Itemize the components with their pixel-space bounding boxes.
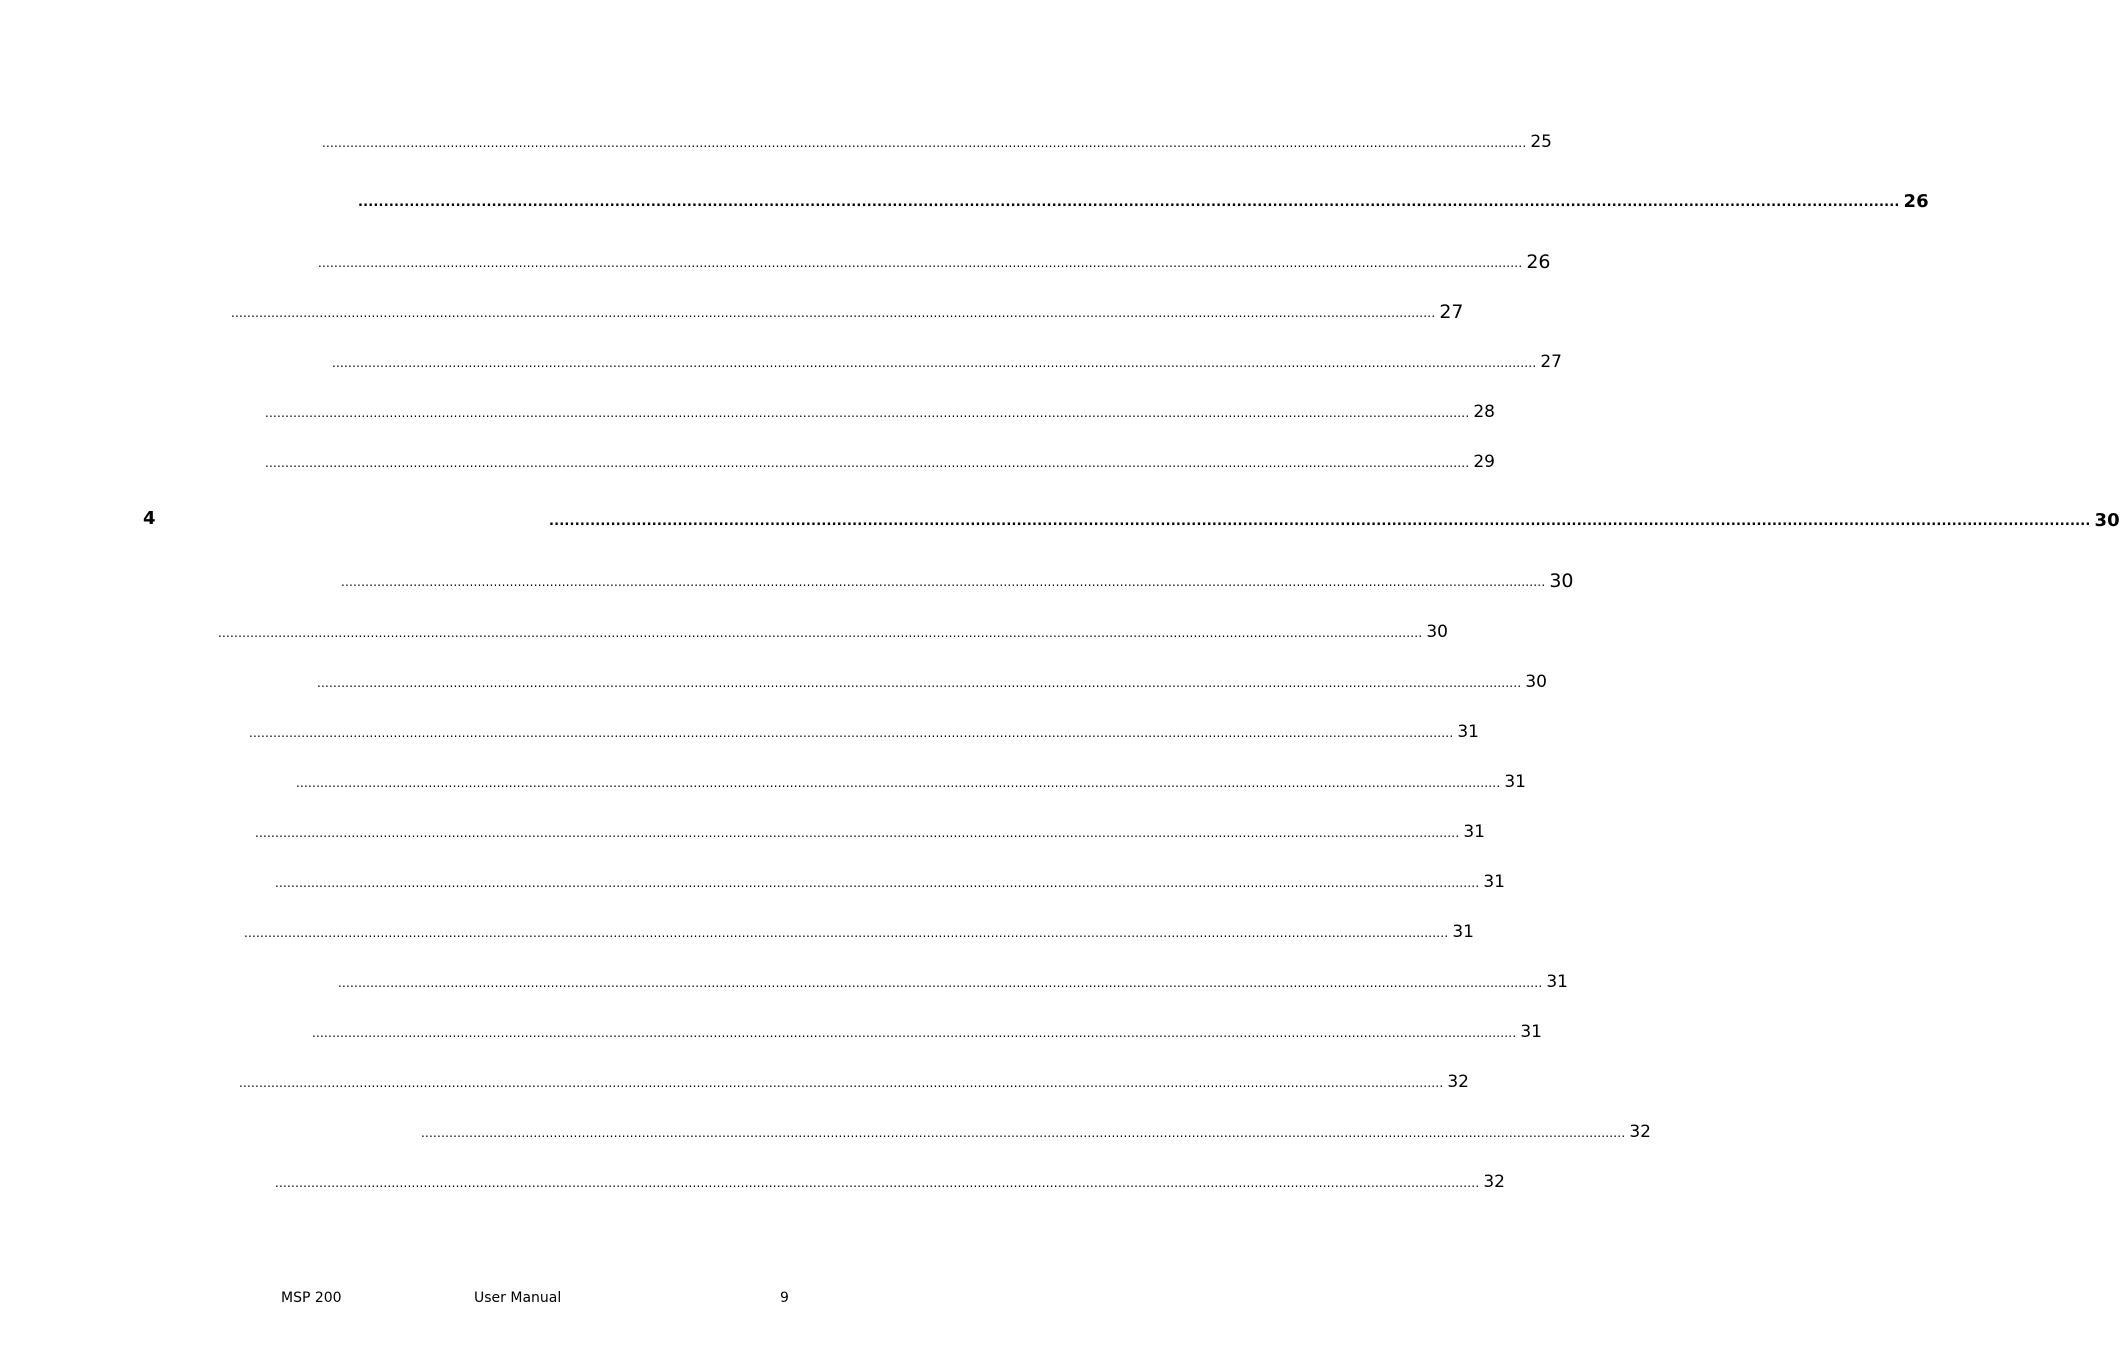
dot-leader: ............................................................................................................................................................................................................................................................................................................ bbox=[275, 1176, 1480, 1190]
toc-page-number: 30 bbox=[2094, 510, 2120, 531]
toc-page-number: 26 bbox=[1526, 251, 1551, 273]
toc-page-number: 30 bbox=[1549, 570, 1574, 592]
toc-entry[interactable] bbox=[322, 128, 1552, 152]
dot-leader: ............................................................................................................................................................................................................................................................................................................ bbox=[318, 256, 1523, 270]
toc-entry[interactable] bbox=[358, 188, 1929, 212]
toc-entry[interactable] bbox=[341, 567, 1574, 592]
toc-chapter-entry[interactable] bbox=[549, 507, 2120, 531]
toc-entry[interactable] bbox=[332, 348, 1562, 372]
dot-leader: ............................................................................................................................................................................................................................................................................................................ bbox=[296, 776, 1501, 790]
dot-leader: ............................................................................................................................................................................................................................................................................................................ bbox=[265, 406, 1470, 420]
toc-page-number: 32 bbox=[1483, 1172, 1505, 1192]
toc-entry[interactable] bbox=[239, 1068, 1469, 1092]
dot-leader: ............................................................................................................................................................................................................................................................................................................ bbox=[338, 976, 1543, 990]
toc-page-number: 31 bbox=[1520, 1022, 1542, 1042]
footer-product-name: MSP 200 bbox=[281, 1290, 342, 1306]
toc-entry[interactable] bbox=[231, 298, 1464, 323]
toc-entry[interactable] bbox=[218, 618, 1448, 642]
toc-entry[interactable] bbox=[265, 448, 1495, 472]
dot-leader: ............................................................................................................................................................................................................................................................................................................ bbox=[255, 826, 1460, 840]
dot-leader: ............................................................................................................................................................................................................................................................................................................ bbox=[341, 575, 1546, 589]
toc-entry[interactable] bbox=[275, 868, 1505, 892]
toc-page-number: 32 bbox=[1629, 1122, 1651, 1142]
toc-entry[interactable] bbox=[249, 718, 1479, 742]
toc-page-number: 27 bbox=[1540, 352, 1562, 372]
toc-page-number: 30 bbox=[1525, 672, 1547, 692]
toc-entry[interactable] bbox=[275, 1168, 1505, 1192]
toc-entry[interactable] bbox=[255, 818, 1485, 842]
toc-entry[interactable] bbox=[296, 768, 1526, 792]
page-footer bbox=[0, 1290, 954, 1312]
dot-leader: ............................................................................................................................................................................................................................................................................................................ bbox=[317, 676, 1522, 690]
toc-page-number: 26 bbox=[1903, 191, 1929, 212]
toc-page-number: 31 bbox=[1463, 822, 1485, 842]
footer-document-title: User Manual bbox=[474, 1290, 562, 1306]
dot-leader: ............................................................................................................................................................................................................................................................................................................ bbox=[275, 876, 1480, 890]
dot-leader: ............................................................................................................................................................................................................................................................................................................ bbox=[549, 514, 2091, 529]
toc-page-number: 25 bbox=[1530, 132, 1552, 152]
toc-entry[interactable] bbox=[338, 968, 1568, 992]
dot-leader: ............................................................................................................................................................................................................................................................................................................ bbox=[218, 626, 1423, 640]
dot-leader: ............................................................................................................................................................................................................................................................................................................ bbox=[358, 195, 1900, 210]
toc-page-number: 28 bbox=[1473, 402, 1495, 422]
toc-entry[interactable] bbox=[312, 1018, 1542, 1042]
dot-leader: ............................................................................................................................................................................................................................................................................................................ bbox=[231, 306, 1436, 320]
dot-leader: ............................................................................................................................................................................................................................................................................................................ bbox=[421, 1126, 1626, 1140]
toc-page-number: 31 bbox=[1457, 722, 1479, 742]
dot-leader: ............................................................................................................................................................................................................................................................................................................ bbox=[249, 726, 1454, 740]
toc-page-number: 30 bbox=[1426, 622, 1448, 642]
toc-entry[interactable] bbox=[318, 248, 1551, 273]
dot-leader: ............................................................................................................................................................................................................................................................................................................ bbox=[239, 1076, 1444, 1090]
dot-leader: ............................................................................................................................................................................................................................................................................................................ bbox=[265, 456, 1470, 470]
dot-leader: ............................................................................................................................................................................................................................................................................................................ bbox=[322, 136, 1527, 150]
toc-entry[interactable] bbox=[317, 668, 1547, 692]
chapter-number: 4 bbox=[143, 508, 156, 529]
toc-entry[interactable] bbox=[265, 398, 1495, 422]
toc-page-number: 32 bbox=[1447, 1072, 1469, 1092]
toc-entry[interactable] bbox=[421, 1118, 1651, 1142]
toc-page-number: 31 bbox=[1504, 772, 1526, 792]
toc-page-number: 31 bbox=[1483, 872, 1505, 892]
toc-page-number: 31 bbox=[1546, 972, 1568, 992]
dot-leader: ............................................................................................................................................................................................................................................................................................................ bbox=[244, 926, 1449, 940]
toc-page-number: 31 bbox=[1452, 922, 1474, 942]
dot-leader: ............................................................................................................................................................................................................................................................................................................ bbox=[332, 356, 1537, 370]
toc-page-number: 27 bbox=[1439, 301, 1464, 323]
dot-leader: ............................................................................................................................................................................................................................................................................................................ bbox=[312, 1026, 1517, 1040]
footer-page-number: 9 bbox=[780, 1290, 789, 1306]
toc-entry[interactable] bbox=[244, 918, 1474, 942]
toc-page-number: 29 bbox=[1473, 452, 1495, 472]
